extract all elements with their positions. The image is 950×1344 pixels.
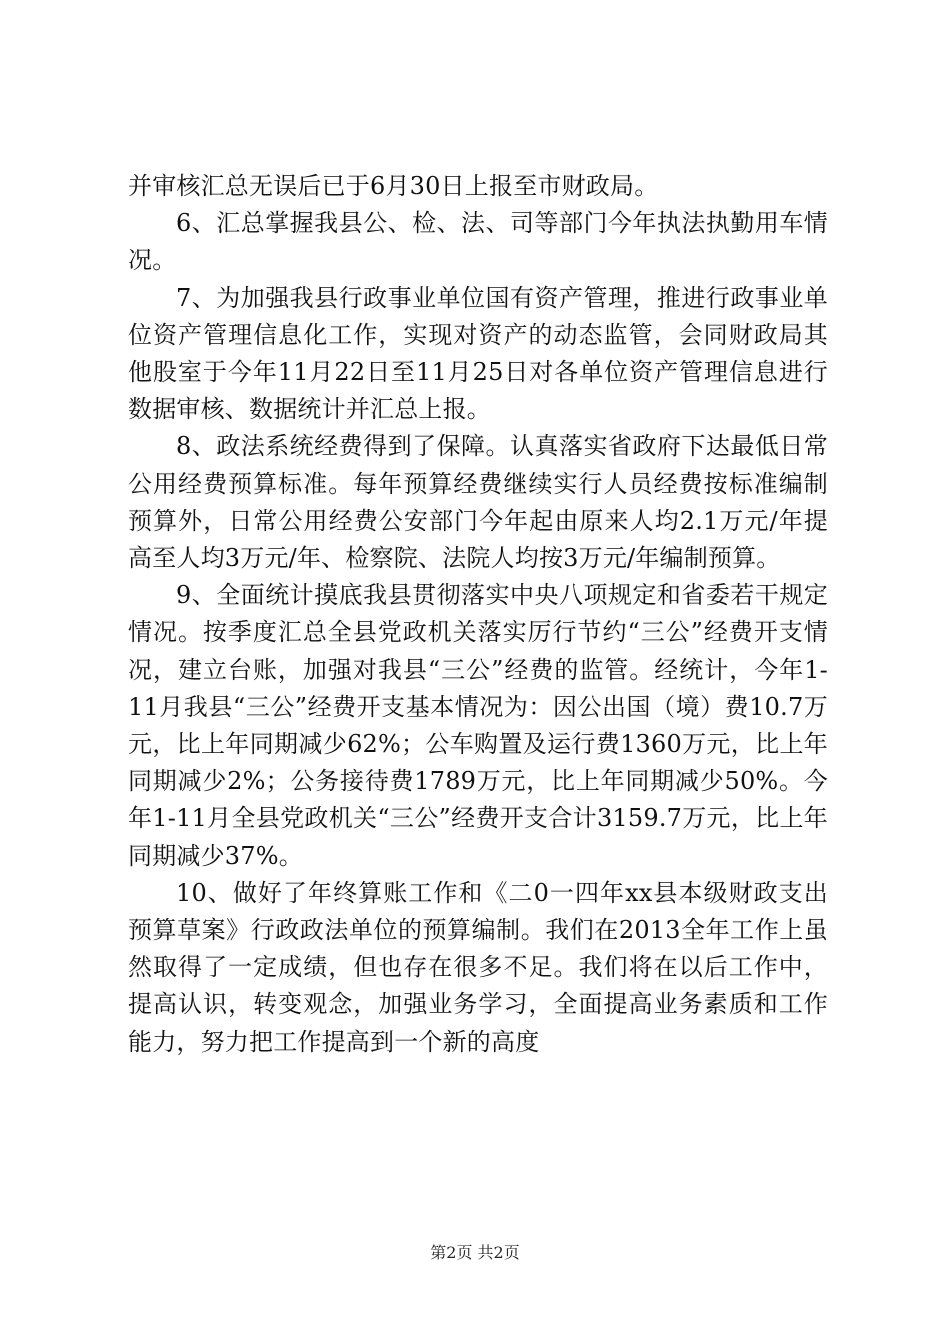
paragraph-item-9: 9、全面统计摸底我县贯彻落实中央八项规定和省委若干规定情况。按季度汇总全县党政机关落实厉行节约“三公”经费开支情况，建立台账，加强对我县“三公”经费的监管。经统计，今年1-11月我县“三公”经费开支基本情况为：因公出国（境）费10.7万元，比上年同期减少62%；公车购置及运行费1360万元，比上年同期减少2%；公务接待费1789万元，比上年同期减少50%。今年1-11月全县党政机关“三公”经费开支合计3159.7万元，比上年同期减少37%。 [128,581,828,870]
document-body [128,168,828,1061]
page-footer [0,1243,950,1263]
paragraph-item-6: 6、汇总掌握我县公、检、法、司等部门今年执法执勤用车情况。 [128,209,828,275]
paragraph-continuation: 并审核汇总无误后已于6月30日上报至市财政局。 [128,172,659,200]
page-number-label: 第2页 共2页 [430,1243,520,1262]
paragraph-item-10: 10、做好了年终算账工作和《二0一四年xx县本级财政支出预算草案》行政政法单位的预算编制。我们在2013全年工作上虽然取得了一定成绩，但也存在很多不足。我们将在以后工作中，提高认识，转变观念，加强业务学习，全面提高业务素质和工作能力，努力把工作提高到一个新的高度 [128,878,828,1056]
paragraph-item-8: 8、政法系统经费得到了保障。认真落实省政府下达最低日常公用经费预算标准。每年预算经费继续实行人员经费按标准编制预算外，日常公用经费公安部门今年起由原来人均2.1万元/年提高至人均3万元/年、检察院、法院人均按3万元/年编制预算。 [128,432,828,573]
paragraph-item-7: 7、为加强我县行政事业单位国有资产管理，推进行政事业单位资产管理信息化工作，实现对资产的动态监管，会同财政局其他股室于今年11月22日至11月25日对各单位资产管理信息进行数据审核、数据统计并汇总上报。 [128,283,828,424]
